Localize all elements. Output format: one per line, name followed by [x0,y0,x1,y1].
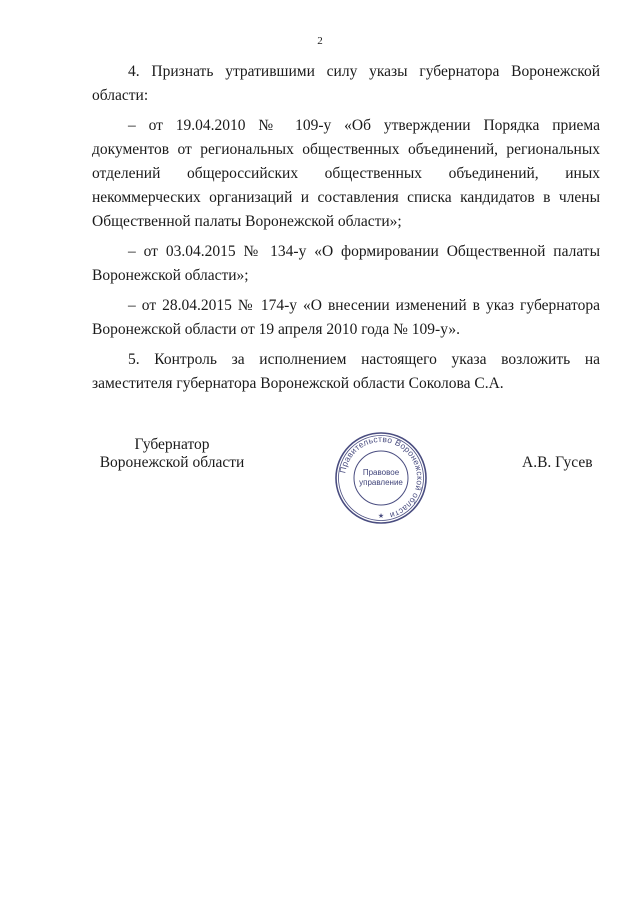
paragraph-decree-134: – от 03.04.2015 № 134-у «О формировании Общественной палаты Воронежской области»; [92,243,600,284]
official-stamp [328,430,434,526]
page-number: 2 [317,35,323,47]
stamp-center-line1: Правовое [362,468,400,477]
paragraph-item-4: 4. Признать утратившими силу указы губернатора Воронежской области: [92,63,600,104]
signatory-title [92,436,252,472]
stamp-star-icon: ★ [377,512,385,520]
stamp-ring-text: Правительство Воронежской области [337,433,426,521]
signatory-title-line1: Губернатор [134,436,210,453]
document-body [92,60,600,402]
signatory-name: А.В. Гусев [522,454,593,471]
stamp-center-line2: управление [359,478,403,487]
paragraph-item-5: 5. Контроль за исполнением настоящего указа возложить на заместителя губернатора Воронежской области Соколова С.А. [92,351,600,392]
paragraph-decree-174: – от 28.04.2015 № 174-у «О внесении изменений в указ губернатора Воронежской области от 19 апреля 2010 года № 109-у». [92,297,600,338]
paragraph-decree-109: – от 19.04.2010 № 109-у «Об утверждении Порядка приема документов от региональных общественных объединений, региональных отделений общероссийских общественных объединений, иных некоммерческих организаций и составления списка кандидатов в члены Общественной палаты Воронежской области»; [92,117,600,230]
signatory-title-line2: Воронежской области [99,454,245,471]
signature-block [0,430,640,520]
